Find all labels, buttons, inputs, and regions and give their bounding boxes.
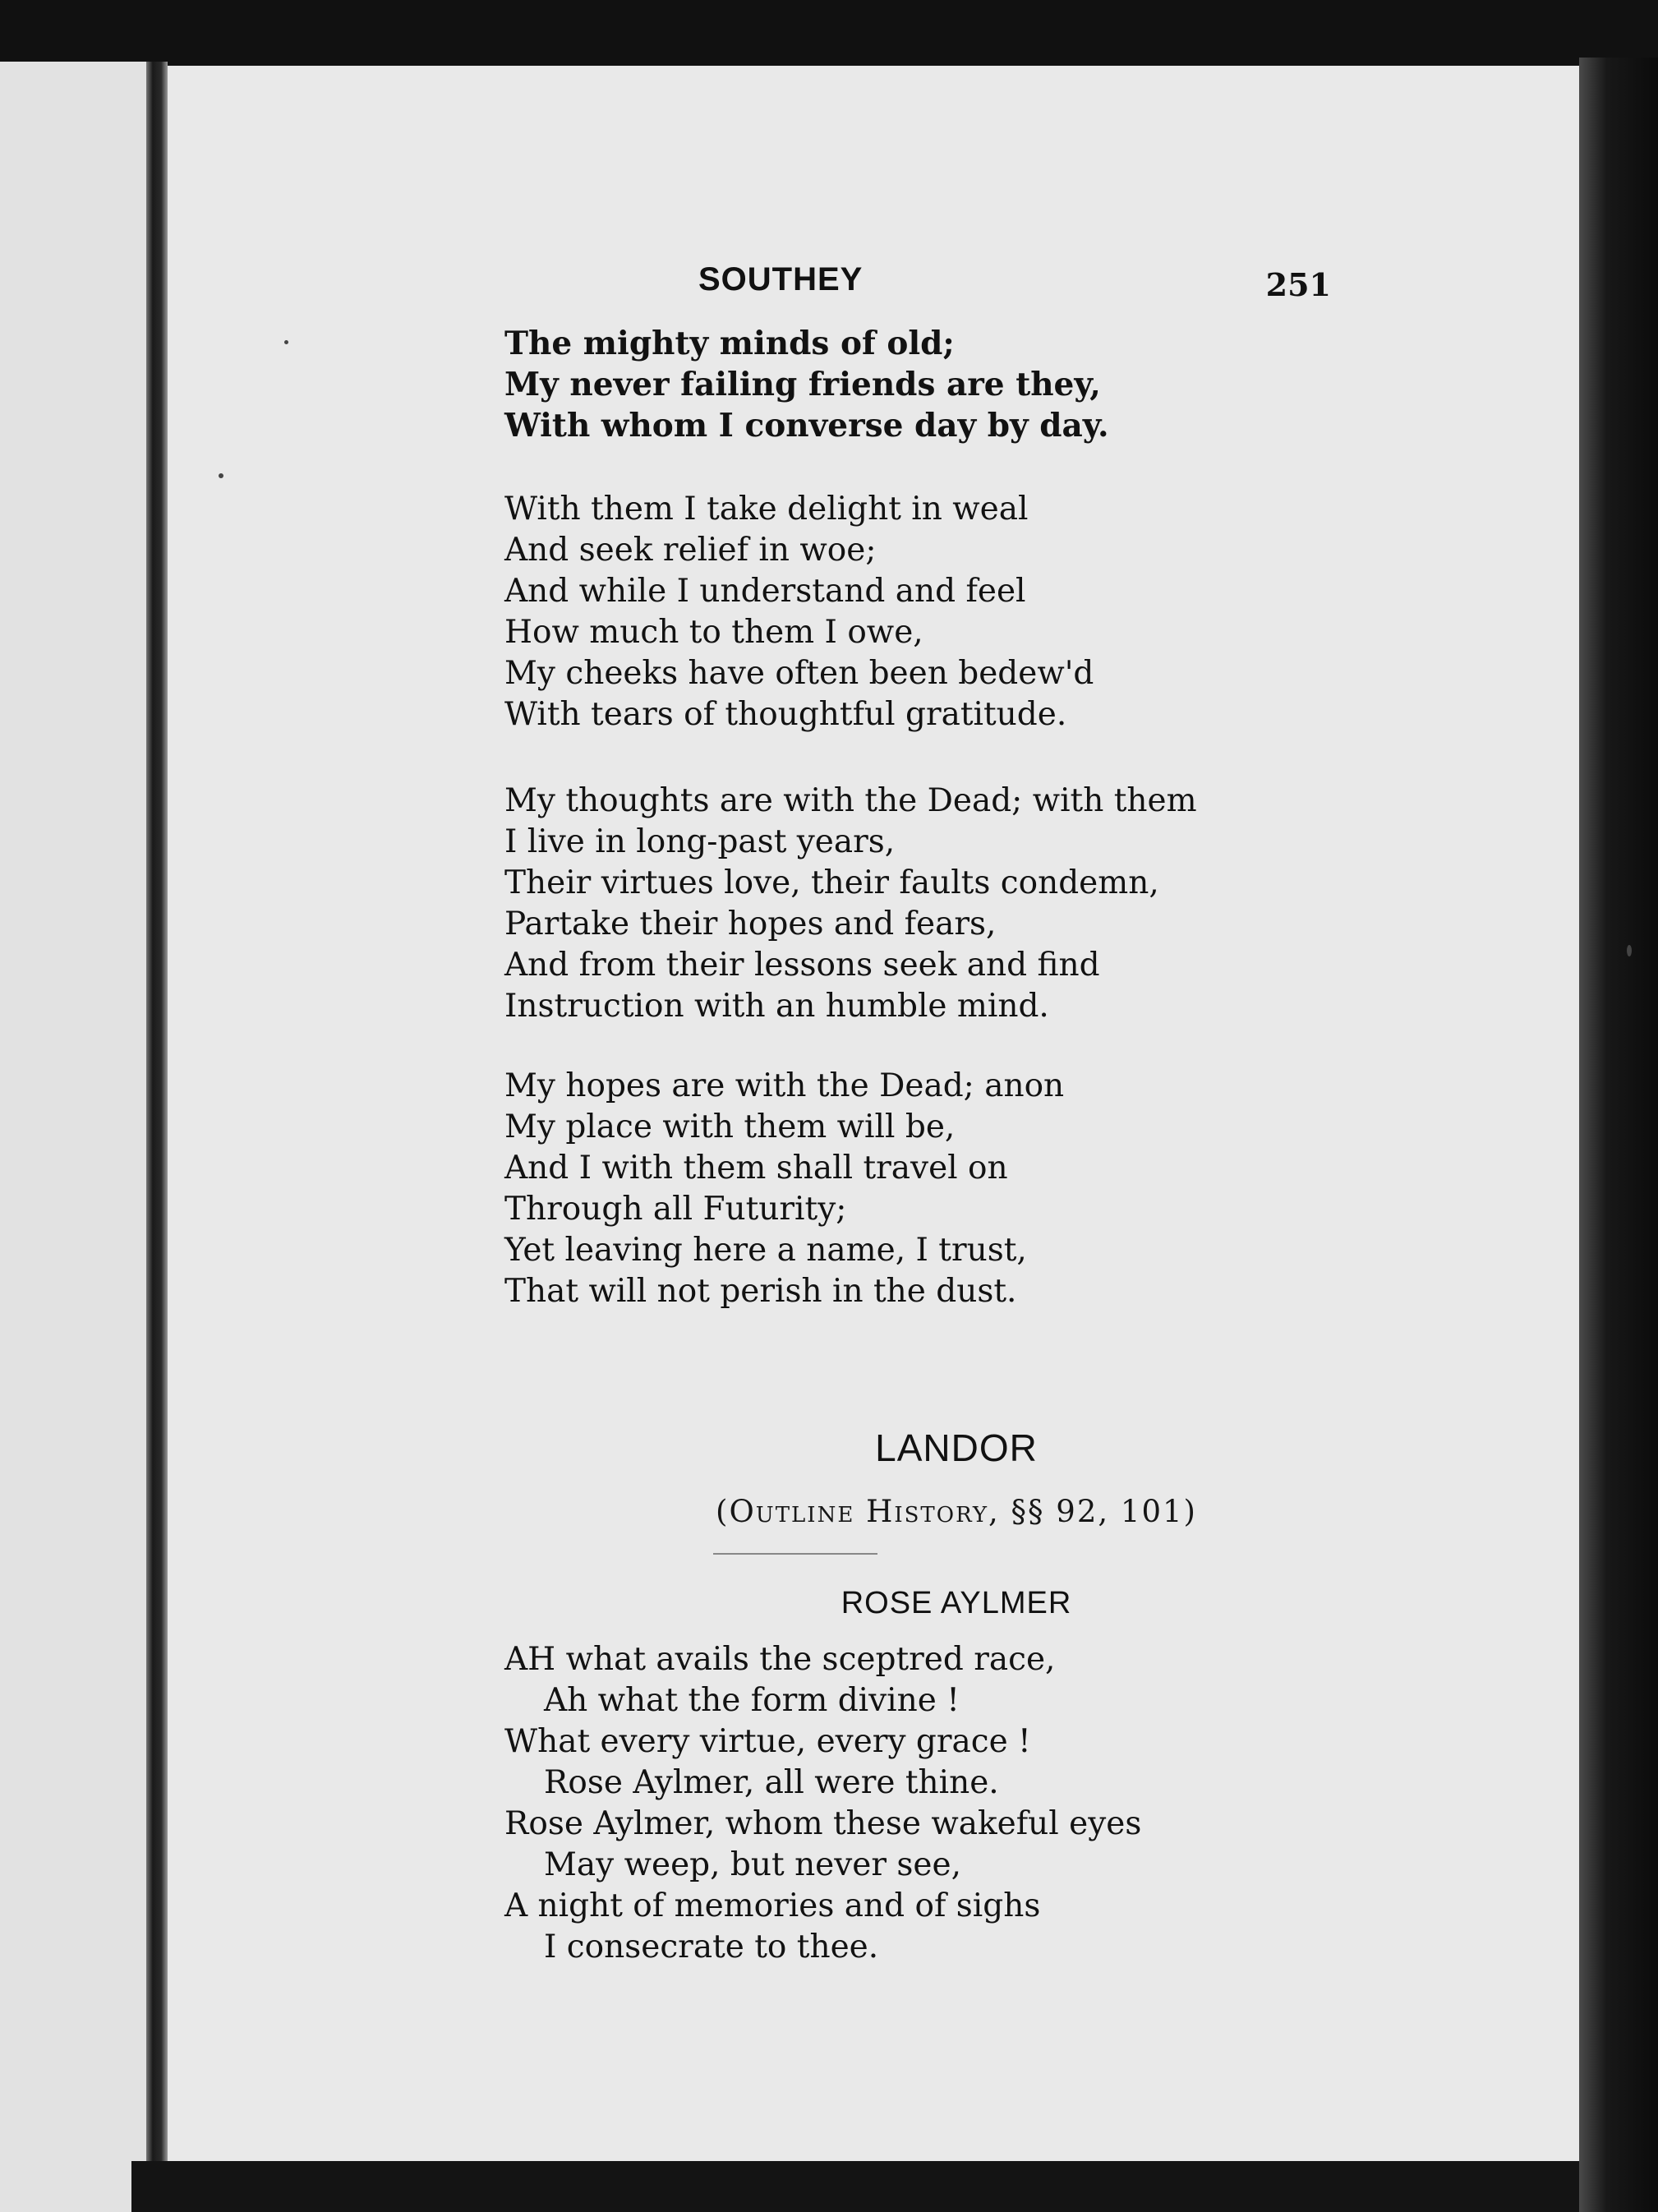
verse-line: AH what avails the sceptred race,	[504, 1641, 1056, 1678]
scan-speck	[219, 473, 223, 478]
verse-line: Rose Aylmer, whom these wakeful eyes	[504, 1805, 1142, 1842]
verse-line: And from their lessons seek and find	[504, 947, 1100, 984]
verse-line: And I with them shall travel on	[504, 1150, 1008, 1187]
verse-line: And seek relief in woe;	[504, 532, 877, 569]
page-number: 251	[1265, 266, 1331, 303]
verse-line: My place with them will be,	[504, 1108, 956, 1145]
bottom-shadow	[131, 2161, 1579, 2212]
verse-line: My hopes are with the Dead; anon	[504, 1067, 1065, 1104]
verse-line: Rose Aylmer, all were thine.	[544, 1764, 999, 1801]
poem-title: ROSE AYLMER	[841, 1586, 1072, 1620]
verse-line: And while I understand and feel	[504, 573, 1026, 610]
verse-line: That will not perish in the dust.	[504, 1273, 1017, 1310]
verse-line: Instruction with an humble mind.	[504, 988, 1049, 1025]
stanza	[504, 1639, 1326, 1968]
page-header	[542, 261, 1331, 302]
section-reference: (Outline History, §§ 92, 101)	[716, 1494, 1197, 1529]
stanza	[504, 781, 1326, 1027]
book-gutter	[146, 62, 168, 2212]
facing-page-margin	[0, 62, 148, 2212]
verse-line: Ah what the form divine !	[544, 1682, 960, 1719]
verse-line: My cheeks have often been bedew'd	[504, 655, 1094, 692]
verse-line: Their virtues love, their faults condemn,	[504, 864, 1159, 901]
verse-line: My thoughts are with the Dead; with them	[504, 782, 1197, 819]
verse-line: A night of memories and of sighs	[504, 1887, 1041, 1924]
verse-line: Partake their hopes and fears,	[504, 906, 997, 942]
section-heading: LANDOR	[875, 1426, 1038, 1469]
verse-line: With them I take delight in weal	[504, 491, 1029, 528]
verse-line: The mighty minds of old;	[504, 325, 955, 362]
stanza	[504, 1066, 1326, 1312]
verse-line: What every virtue, every grace !	[504, 1723, 1031, 1760]
scan-speck	[1627, 945, 1632, 956]
scan-speck	[284, 340, 288, 344]
verse-line: With tears of thoughtful gratitude.	[504, 696, 1067, 733]
verse-line: Yet leaving here a name, I trust,	[504, 1232, 1027, 1269]
verse-line: Through all Futurity;	[504, 1191, 847, 1228]
stanza	[504, 323, 1326, 446]
divider-rule	[713, 1553, 877, 1555]
verse-line: May weep, but never see,	[544, 1846, 961, 1883]
stanza	[504, 489, 1326, 735]
verse-line: I consecrate to thee.	[544, 1929, 879, 1965]
verse-line: With whom I converse day by day.	[504, 407, 1109, 445]
verse-line: I live in long-past years,	[504, 823, 896, 860]
verse-line: How much to them I owe,	[504, 614, 923, 651]
verse-line: My never failing friends are they,	[504, 366, 1101, 403]
page-edge-shadow	[1579, 58, 1658, 2212]
running-head: SOUTHEY	[698, 261, 864, 297]
